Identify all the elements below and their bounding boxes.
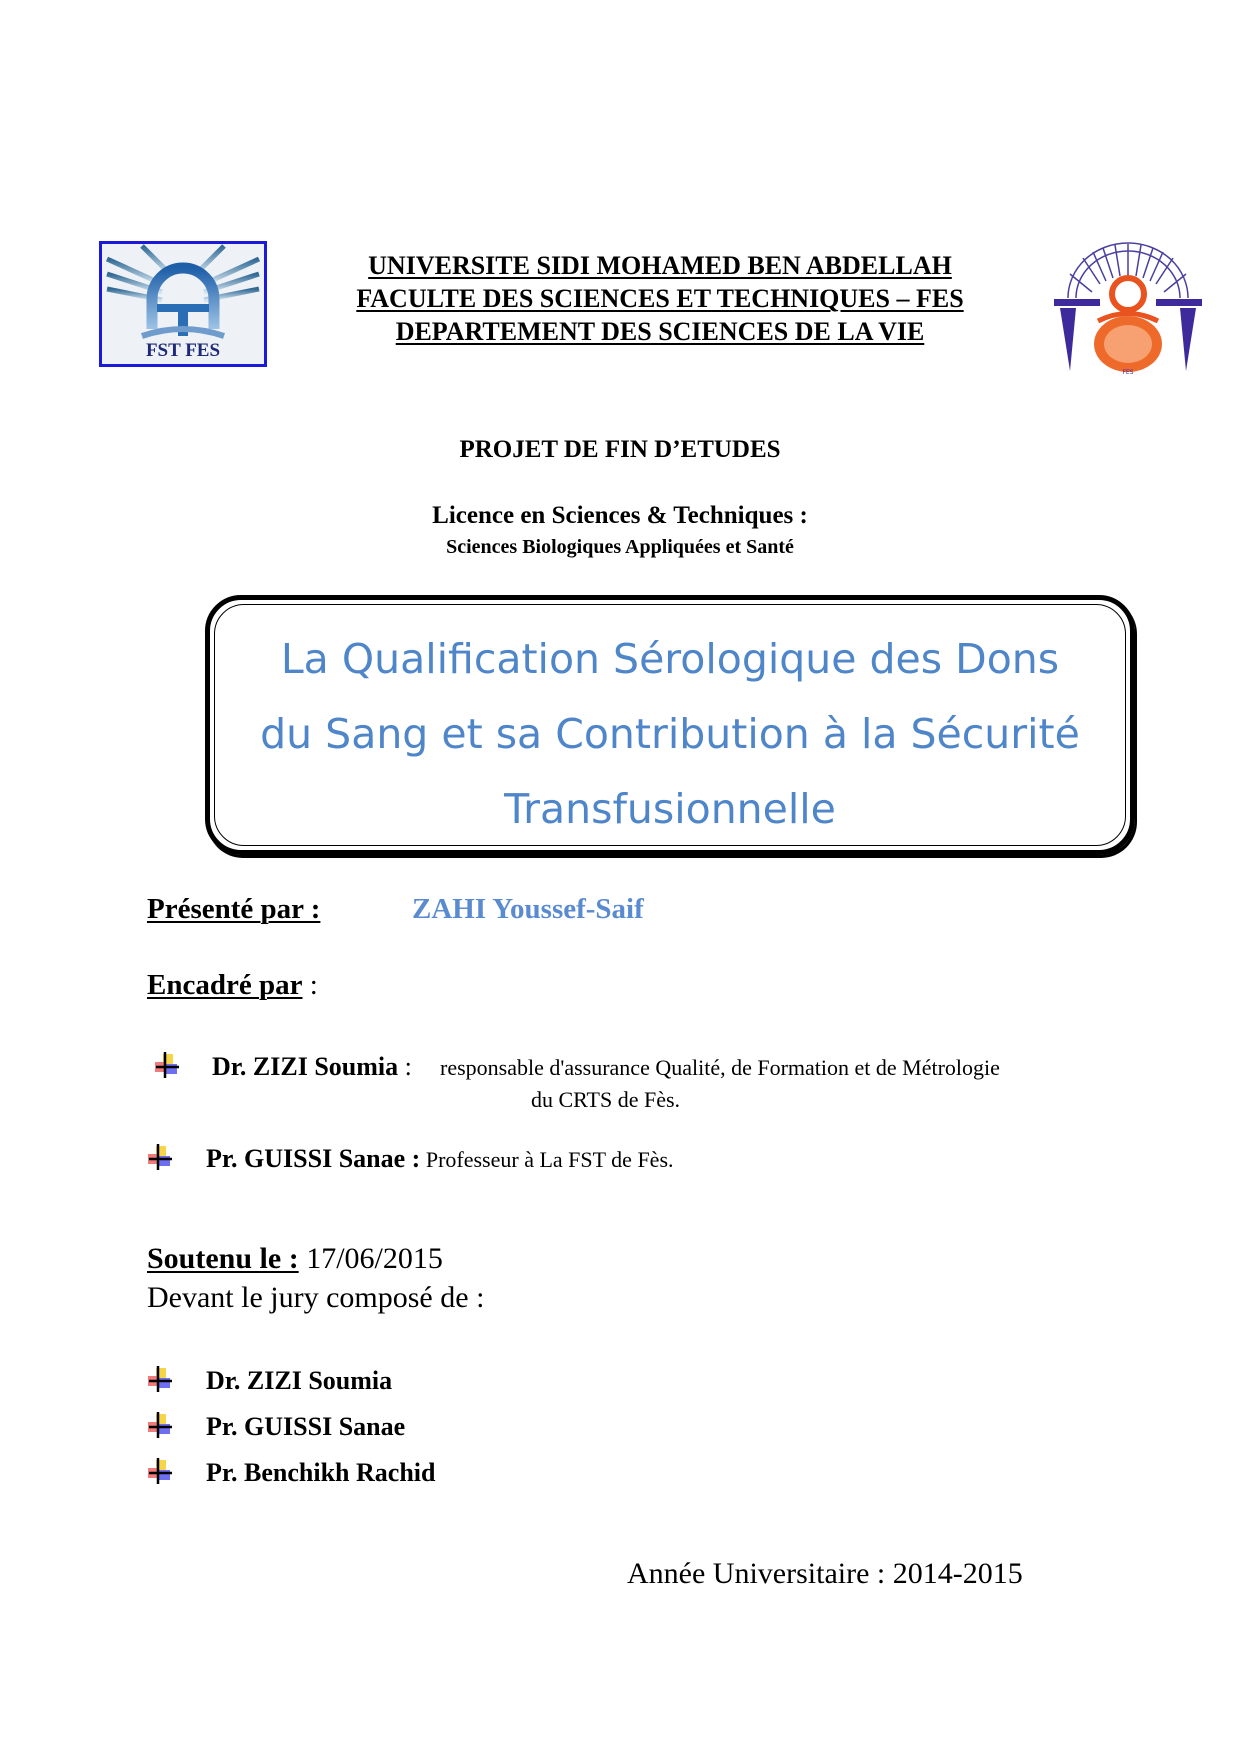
degree-title: Licence en Sciences & Techniques : (432, 502, 808, 529)
supervisor-2-role: Professeur à La FST de Fès. (420, 1147, 674, 1172)
jury-member-3: Pr. Benchikh Rachid (206, 1458, 436, 1487)
university-name: UNIVERSITE SIDI MOHAMED BEN ABDELLAH (368, 251, 952, 280)
faculty-name: FACULTE DES SCIENCES ET TECHNIQUES – FES (356, 284, 964, 313)
jury-member-1: Dr. ZIZI Soumia (206, 1366, 393, 1395)
defense-date: Soutenu le : 17/06/2015 (147, 1242, 443, 1275)
supervisor-1-name: Dr. ZIZI Soumia : (212, 1052, 412, 1081)
thesis-title-line-3: Transfusionnelle (504, 785, 836, 833)
supervisor-1-role-cont: du CRTS de Fès. (531, 1087, 681, 1112)
thesis-title-box (205, 595, 1135, 855)
svg-text:FST FES: FST FES (145, 340, 221, 361)
bullet-cross-icon (145, 1366, 173, 1392)
thesis-title-line-2: du Sang et sa Contribution à la Sécurité (260, 710, 1080, 758)
svg-text:FES: FES (1122, 369, 1134, 376)
bullet-cross-icon (145, 1144, 173, 1170)
institution-header (300, 249, 1020, 348)
thesis-title (210, 622, 1130, 847)
supervisor-2: Pr. GUISSI Sanae : Professeur à La FST de Fès. (206, 1144, 674, 1173)
usmba-logo-icon (1048, 236, 1208, 378)
thesis-title-line-1: La Qualification Sérologique des Dons (280, 635, 1060, 683)
project-type: PROJET DE FIN D’ETUDES (459, 436, 781, 463)
jury-intro: Devant le jury composé de : (147, 1281, 485, 1314)
author-name: ZAHI Youssef-Saif (412, 893, 644, 925)
jury-member-2: Pr. GUISSI Sanae (206, 1412, 406, 1441)
bullet-cross-icon (145, 1458, 173, 1484)
supervisor-2-name: Pr. GUISSI Sanae (206, 1144, 406, 1173)
fst-fes-logo (99, 241, 267, 367)
presented-by-label: Présenté par : (147, 893, 321, 925)
supervisor-1-role: responsable d'assurance Qualité, de Formation et de Métrologie (440, 1055, 1000, 1080)
supervised-by-label: Encadré par : (147, 969, 318, 1001)
bullet-cross-icon (145, 1412, 173, 1438)
bullet-cross-icon (152, 1052, 180, 1078)
degree-specialty: Sciences Biologiques Appliquées et Santé (446, 536, 794, 558)
department-name: DEPARTEMENT DES SCIENCES DE LA VIE (395, 317, 925, 346)
academic-year: Année Universitaire : 2014-2015 (627, 1557, 1023, 1590)
usmba-logo (1048, 236, 1208, 378)
fst-fes-logo-icon (102, 244, 264, 364)
